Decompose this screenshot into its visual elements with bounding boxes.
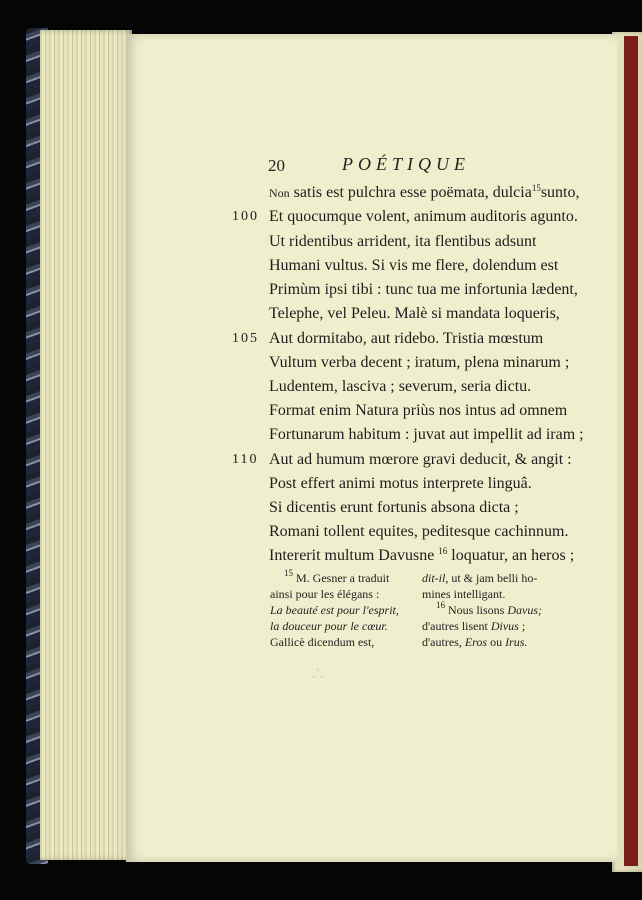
footnote-line: Gallicè dicendum est, [270,635,375,649]
page-edges [40,30,132,860]
footnote-text: , ut & jam belli ho- [445,571,538,585]
verse-line [269,183,579,203]
footnote-text: d'autres lisent [422,619,491,633]
footnote-ref: 15 [531,183,541,193]
small-caps-word: Non [269,186,290,200]
footnote-text: ou [487,635,506,649]
verse-line: Post effert animi motus interprete linguâ. [269,475,532,492]
verse-line: Vultum verba decent ; iratum, plena minarum ; [269,354,570,371]
footnote-text: d'autres, [422,635,465,649]
footnote-italic: Irus. [505,635,528,649]
verse-line: Aut ad humum mœrore gravi deducit, & angit : [269,451,572,468]
footnote-line [422,602,568,618]
verse-line: Telephe, vel Peleu. Malè si mandata loqueris, [269,305,560,322]
show-through-mark: ∴ [312,664,324,684]
running-title: POÉTIQUE [342,154,470,174]
verse-line: Si dicentis erunt fortunis absona dicta ; [269,499,519,516]
page-number: 20 [268,156,285,175]
verse-line: Format enim Natura priùs nos intus ad omnem [269,402,568,419]
verse-line: Et quocumque volent, animum auditoris agunto. [269,208,578,225]
footnote-italic: Divus [490,619,519,633]
verse-text-end: loquatur, an heros ; [447,547,575,564]
footnote-marker: 16 [436,600,445,610]
verse-line [269,546,574,566]
footnote-line: ainsi pour les élégans : [270,587,380,601]
verse-line: Ludentem, lasciva ; severum, seria dictu. [269,378,532,395]
page-header [268,154,518,184]
verse-text-end: sunto, [540,184,580,201]
verse-line: Fortunarum habitum : juvat aut impellit ad iram ; [269,426,584,443]
footnote-column-right [422,570,568,650]
verse-text: Intererit multum Davusne [269,547,435,564]
footnote-line [422,570,568,586]
footnote-text: Nous lisons [445,603,508,617]
footnote-text: M. Gesner a traduit [293,571,390,585]
line-number: 105 [232,331,259,346]
footnote-line [270,570,408,586]
footnote-italic: dit-il [422,571,446,585]
verse-line: Primùm ipsi tibi : tunc tua me infortunia lædent, [269,281,578,298]
verse-text: satis est pulchra esse poëmata, dulcia [289,184,532,201]
line-number: 100 [232,209,259,224]
footnote-line: mines intelligant. [422,587,506,601]
footnote-ref: 16 [438,546,448,556]
footnote-italic: Eros [464,635,488,649]
footnote-line [422,618,568,634]
red-ribbon-strip [624,36,638,866]
footnote-text: ; [518,619,526,633]
verse-line: Romani tollent equites, peditesque cachinnum. [269,523,569,540]
verse-line: Ut ridentibus arrident, ita flentibus adsunt [269,233,537,250]
footnote-column-left [270,570,408,650]
footnote-line [422,634,568,650]
line-number: 110 [232,452,259,467]
footnote-line: La beauté est pour l'esprit, [270,603,399,617]
footnote-italic: Davus; [507,603,543,617]
verse-line: Humani vultus. Si vis me flere, dolendum est [269,257,559,274]
verse-line: Aut dormitabo, aut ridebo. Tristia mœstum [269,330,544,347]
footnote-line: la douceur pour le cœur. [270,619,388,633]
footnote-marker: 15 [284,568,293,578]
